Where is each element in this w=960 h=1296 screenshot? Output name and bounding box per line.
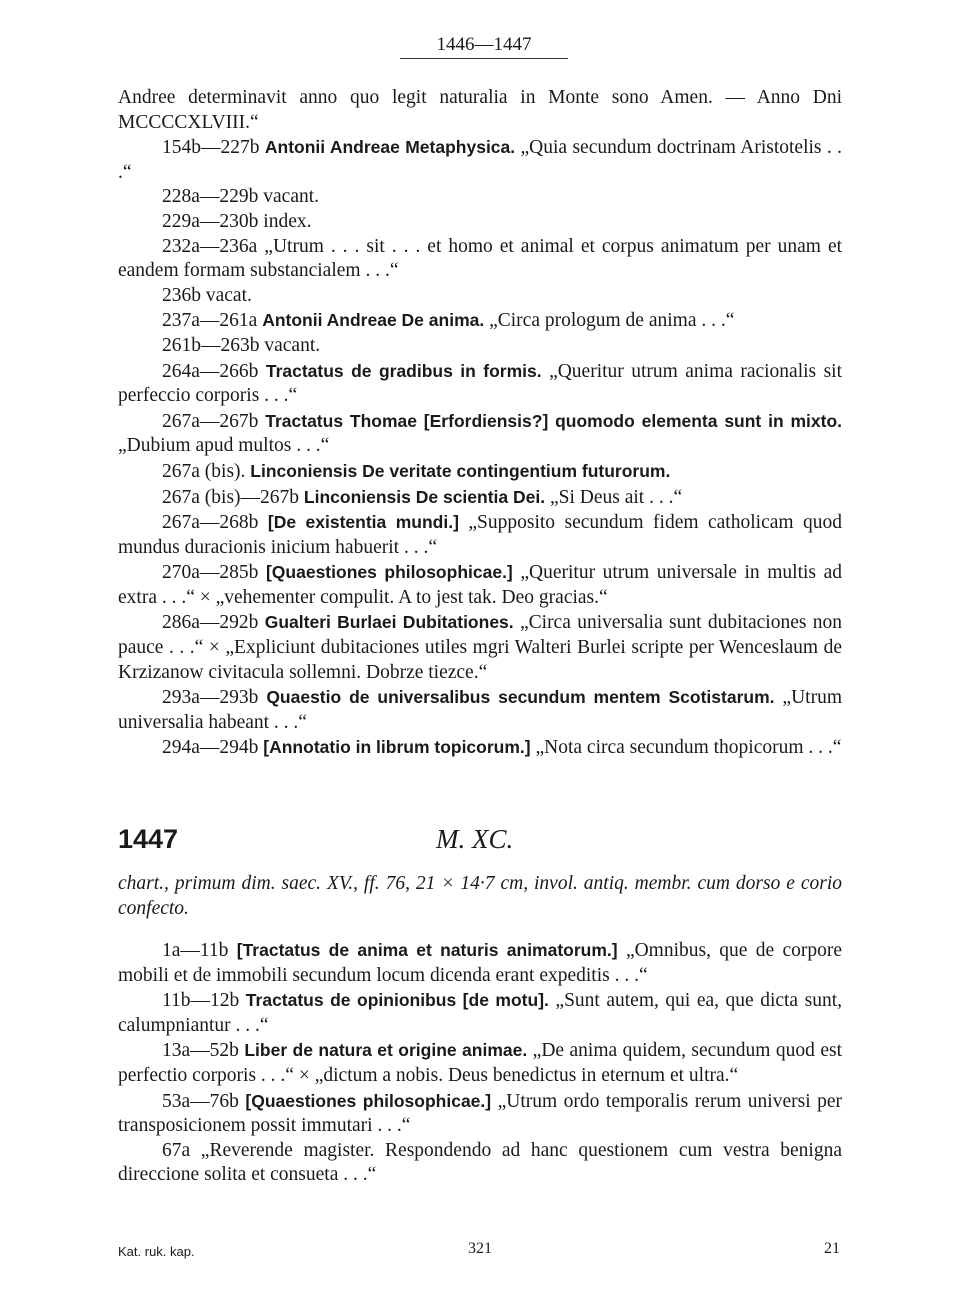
entry: 286a—292b Gualteri Burlaei Dubitationes. „Circa universalia sunt dubitaciones non pauce . . .“ × „Expliciunt dubitaciones utiles mgri Walteri Burlei scripte per Wenceslaum de Krzizanow civitacula sollemni. Dobrze tiezce.“	[118, 612, 843, 683]
entry: 294a—294b [Annotatio in librum topicorum.] „Nota circa secundum thopicorum . . .“	[162, 737, 842, 759]
page-number: 321	[468, 1240, 492, 1257]
running-header: 1446—1447	[436, 34, 532, 55]
entry: 236b vacat.	[162, 284, 252, 306]
section-heading	[118, 820, 842, 860]
entry: 228a—229b vacant.	[162, 186, 320, 208]
entry-colophon: Andree determinavit anno quo legit naturalia in Monte sono Amen. — Anno Dni MCCCCXLVIII.“	[118, 87, 842, 133]
entry: 267a (bis). Linconiensis De veritate contingentium futurorum.	[162, 460, 671, 482]
codex-description: chart., primum dim. saec. XV., ff. 76, 21 × 14·7 cm, invol. antiq. membr. cum dorso e corio confecto.	[118, 873, 842, 919]
entry: 264a—266b Tractatus de gradibus in formis. „Queritur utrum anima racionalis sit perfeccio corporis . . .“	[118, 360, 843, 407]
entry: 67a „Reverende magister. Respondendo ad hanc questionem cum vestra benigna direccione solita et consueta . . .“	[118, 1139, 842, 1186]
footer-catalog-abbrev: Kat. ruk. kap.	[118, 1244, 195, 1259]
entry: 270a—285b [Quaestiones philosophicae.] „Queritur utrum universale in multis ad extra . . .“ × „vehementer compulit. A to jest tak. Deo gracias.“	[118, 562, 842, 608]
entries-1447	[118, 938, 842, 1188]
entry: 53a—76b [Quaestiones philosophicae.] „Utrum ordo temporalis rerum universi per transposicionem possit immutari . . .“	[118, 1090, 843, 1137]
entry: 293a—293b Quaestio de universalibus secundum mentem Scotistarum. „Utrum universalia habeant . . .“	[118, 687, 842, 733]
signature-mark: 21	[824, 1240, 840, 1257]
entry: 1a—11b [Tractatus de anima et naturis animatorum.] „Omnibus, que de corpore mobili et de immobili secundum locum dicenda erant expeditis . . .“	[118, 940, 843, 986]
entry: 267a—267b Tractatus Thomae [Erfordiensis?] quomodo elementa sunt in mixto. „Dubium apud multos . . .“	[118, 410, 842, 457]
entries-1446	[118, 86, 842, 761]
shelf-signature: M. XC.	[436, 824, 514, 854]
entry: 13a—52b Liber de natura et origine animae. „De anima quidem, secundum quod est perfectio corporis . . .“ × „dictum a nobis. Deus benedictus in eternum et ultra.“	[118, 1040, 842, 1086]
header-rule	[400, 58, 568, 59]
entry: 232a—236a „Utrum . . . sit . . . et homo et animal et corpus animatum per unam et eandem formam substancialem . . .“	[118, 235, 843, 282]
entry: 261b—263b vacant.	[162, 334, 321, 356]
entry: 154b—227b Antonii Andreae Metaphysica. „Quia secundum doctrinam Aristotelis . . .“	[118, 137, 842, 183]
entry: 267a—268b [De existentia mundi.] „Supposito secundum fidem catholicam quod mundus duracionis inicium habuerit . . .“	[118, 512, 843, 558]
entry: 237a—261a Antonii Andreae De anima. „Circa prologum de anima . . .“	[162, 310, 735, 332]
entry: 229a—230b index.	[162, 210, 312, 232]
section-number: 1447	[118, 824, 179, 854]
entry: 267a (bis)—267b Linconiensis De scientia Dei. „Si Deus ait . . .“	[162, 486, 683, 508]
entry: 11b—12b Tractatus de opinionibus [de motu]. „Sunt autem, qui ea, que dicta sunt, calumpniantur . . .“	[118, 990, 842, 1036]
